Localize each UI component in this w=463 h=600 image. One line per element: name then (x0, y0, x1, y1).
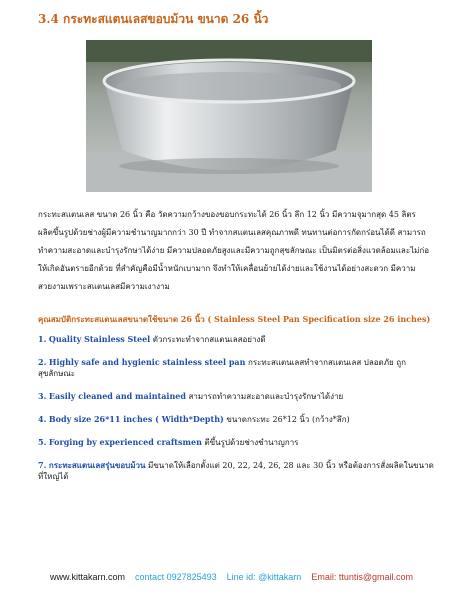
spec-thai: ขนาดกระทะ 26*12 นิ้ว (กว้าง*ลึก) (226, 415, 350, 424)
spec-list (38, 334, 436, 482)
spec-thai: ตีขึ้นรูปด้วยช่างชำนาญการ (204, 438, 299, 447)
page-title: 3.4 กระทะสแตนเลสขอบม้วน ขนาด 26 นิ้ว (38, 12, 269, 26)
spec-english: Forging by experienced craftsmen (48, 437, 202, 447)
spec-english: Quality Stainless Steel (48, 334, 151, 344)
spec-english: Body size 26*11 inches ( Width*Depth) (48, 414, 224, 424)
contact-phone: contact 0927825493 (135, 572, 217, 582)
spec-english: Easily cleaned and maintained (48, 391, 186, 401)
spec-item (38, 357, 436, 379)
stainless-steel-pan-photo (86, 40, 372, 192)
spec-item (38, 460, 436, 482)
spec-english: Highly safe and hygienic stainless steel pan (48, 357, 246, 367)
spec-number: 2. (38, 357, 47, 367)
spec-thai: มีขนาดให้เลือกตั้งแต่ 20, 22, 24, 26, 28 และ 30 นิ้ว หรือต้องการสั่งผลิตในขนาดที่ใหญ่ได้ (38, 461, 434, 481)
pan-illustration (86, 40, 372, 192)
line-id: Line id: @kittakarn (226, 572, 302, 582)
spec-number: 4. (38, 414, 47, 424)
spec-item (38, 437, 436, 448)
spec-number: 5. (38, 437, 47, 447)
footer (0, 572, 463, 582)
spec-number: 1. (38, 334, 47, 344)
website-link[interactable]: www.kittakarn.com (50, 572, 126, 582)
spec-item (38, 334, 436, 345)
spec-number: 7. (38, 460, 47, 470)
email-link[interactable]: Email: ttuntis@gmail.com (311, 572, 413, 582)
spec-item (38, 391, 436, 402)
spec-thai: ตัวกระทะทำจากสแตนเลสอย่างดี (152, 335, 266, 344)
spec-english: กระทะสแตนเลสรุ่นขอบม้วน (48, 460, 146, 470)
spec-number: 3. (38, 391, 47, 401)
description-paragraph: กระทะสแตนเลส ขนาด 26 นิ้ว คือ วัดความกว้างของขอบกระทะได้ 26 นิ้ว ลึก 12 นิ้ว มีความจุมากสุด 45 ลิตร ผลิตขึ้นรูปด้วยช่างผู้มีความชำนาญมากกว่า 30 ปี ทำจากสแตนเลสคุณภาพดี ทนทานต่อการกัดกร่อนได้ดี สามารถทำความสะอาดและบำรุงรักษาได้ง่าย มีความปลอดภัยสูงและมีความถูกสุขลักษณะ เป็นมิตรต่อสิ่งแวดล้อมและไม่ก่อให้เกิดอันตรายอีกด้วย ที่สำคัญคือมีน้ำหนักเบามาก จึงทำให้เคลื่อนย้ายได้ง่ายและใช้งานได้อย่างสะดวก มีความสวยงามเพราะสแตนเลสมีความเงางาม (38, 210, 430, 291)
spec-item (38, 414, 436, 425)
spec-thai: สามารถทำความสะอาดและบำรุงรักษาได้ง่าย (188, 392, 344, 401)
spec-heading: คุณสมบัติกระทะสแตนเลสขนาดใช้ขนาด 26 นิ้ว ( Stainless Steel Pan Specification size 26 inches) (38, 314, 431, 324)
spec-thai: กระทะสแตนเลสทำจากสแตนเลส ปลอดภัย ถูกสุขลักษณะ (38, 358, 406, 378)
